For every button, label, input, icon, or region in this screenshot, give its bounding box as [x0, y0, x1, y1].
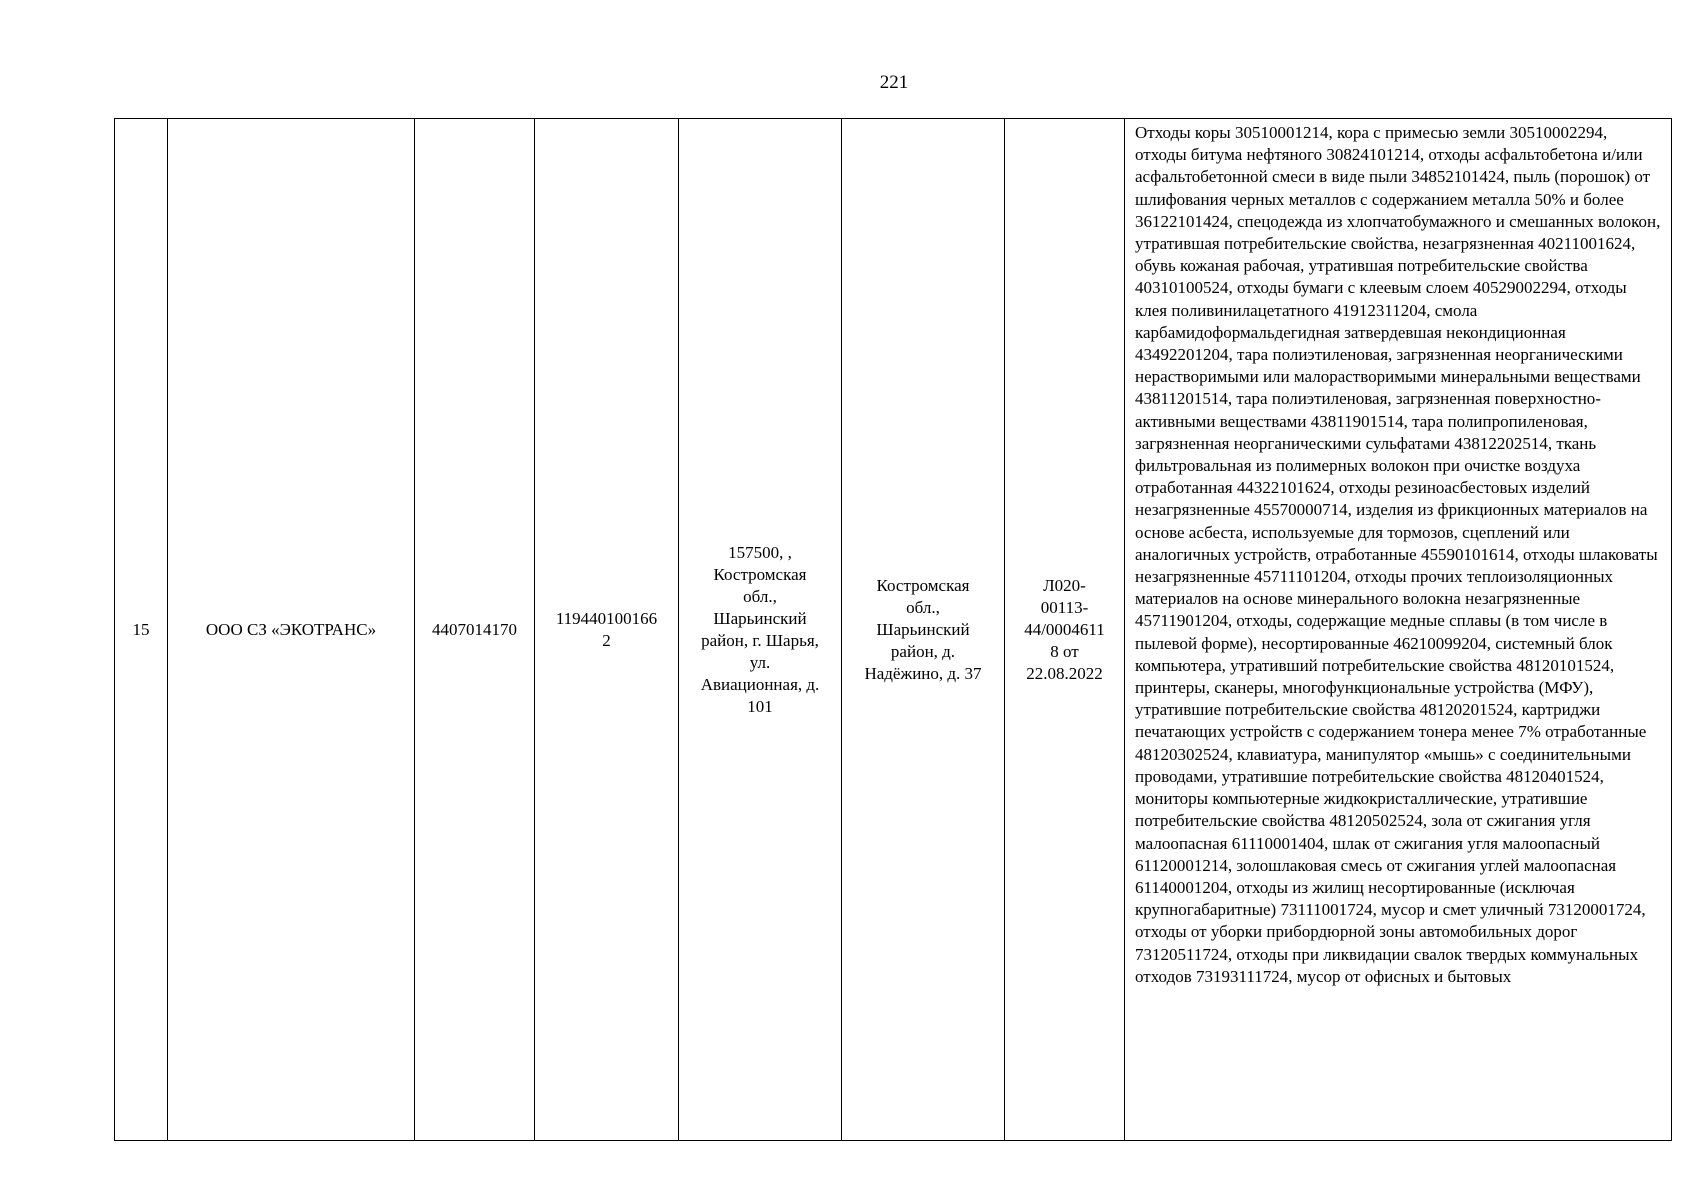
row-index-cell — [115, 119, 168, 1141]
ogrn-cell — [535, 119, 679, 1141]
ogrn-value: 119440100166 2 — [555, 608, 658, 650]
organization-name: ООО СЗ «ЭКОТРАНС» — [205, 619, 377, 639]
legal-address: 157500, , Костромская обл., Шарьинский район, г. Шарья, ул. Авиационная, д. 101 — [700, 542, 820, 716]
row-index: 15 — [132, 619, 150, 639]
license-cell — [1005, 119, 1125, 1141]
waste-types-text: Отходы коры 30510001214, кора с примесью земли 30510002294, отходы битума нефтяного 30824101214, отходы асфальтобетона и/или асфальтобетонной смеси в виде пыли 34852101424, пыль (порошок) от шлифования черных металлов с содержанием металла 50% и более 36122101424, спецодежда из хлопчатобумажного и смешанных волокон, утратившая потребительские свойства, незагрязненная 40211001624, обувь кожаная рабочая, утратившая потребительские свойства 40310100524, отходы бумаги с клеевым слоем 40529002294, отходы клея поливинилацетатного 41912311204, смола карбамидоформальдегидная затвердевшая некондиционная 43492201204, тара полиэтиленовая, загрязненная неорганическими нерастворимыми или малорастворимыми минеральными веществами 43811201514, тара полиэтиленовая, загрязненная поверхностно-активными веществами 43811901514, тара полипропиленовая, загрязненная неорганическими сульфатами 43812202514, ткань фильтровальная из полимерных волокон при очистке воздуха отработанная 44322101624, отходы резиноасбестовых изделий незагрязненные 45570000714, изделия из фрикционных материалов на основе асбеста, используемые для тормозов, сцеплений или аналогичных устройств, отработанные 45590101614, отходы шлаковаты незагрязненные 45711101204, отходы прочих теплоизоляционных материалов на основе минерального волокна незагрязненные 45711901204, отходы, содержащие медные сплавы (в том числе в пылевой форме), несортированные 46210099204, системный блок компьютера, утративший потребительские свойства 48120101524, принтеры, сканеры, многофункциональные устройства (МФУ), утратившие потребительские свойства 48120201524, картриджи печатающих устройств с содержанием тонера менее 7% отработанные 48120302524, клавиатура, манипулятор «мышь» с соединительными проводами, утратившие потребительские свойства 48120401524, мониторы компьютерные жидкокристаллические, утратившие потребительские свойства 48120502524, зола от сжигания угля малоопасная 61110001404, шлак от сжигания угля малоопасный 61120001214, золошлаковая смесь от сжигания углей малоопасная 61140001204, отходы из жилищ несортированные (исключая крупногабаритные) 73111001724, мусор и смет уличный 73120001724, отходы от уборки прибордюрной зоны автомобильных дорог 73120511724, отходы при ликвидации свалок твердых коммунальных отходов 73193111724, мусор от офисных и бытовых — [1135, 123, 1661, 986]
registry-table — [114, 118, 1672, 1141]
activity-address: Костромская обл., Шарьинский район, д. Надёжино, д. 37 — [864, 575, 982, 683]
inn-value: 4407014170 — [432, 619, 517, 639]
table-row — [115, 119, 1672, 1141]
waste-types-cell — [1125, 119, 1672, 1141]
activity-address-cell — [842, 119, 1005, 1141]
license-number: Л020- 00113- 44/0004611 8 от 22.08.2022 — [1024, 575, 1105, 683]
page-number: 221 — [879, 72, 909, 93]
organization-cell — [168, 119, 415, 1141]
legal-address-cell — [679, 119, 842, 1141]
inn-cell — [415, 119, 535, 1141]
